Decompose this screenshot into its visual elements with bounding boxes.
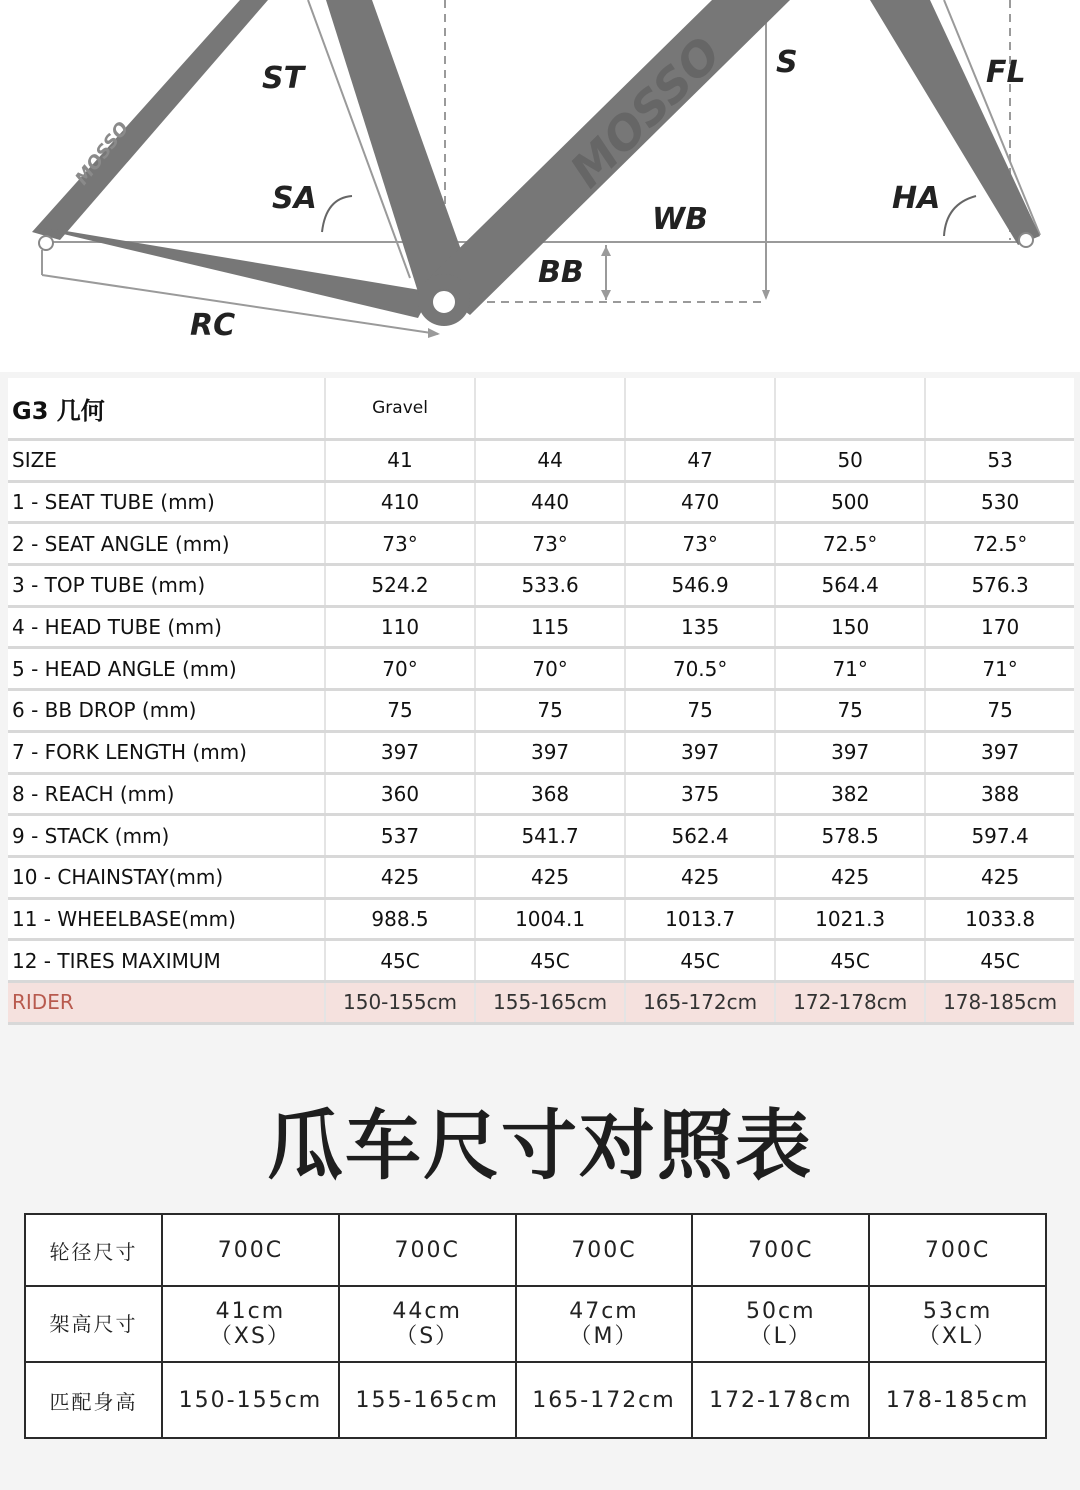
bb-arrow-down — [601, 290, 611, 300]
row-value: 368 — [475, 773, 625, 815]
size-header-cell: 44 — [475, 440, 625, 482]
row-value: 75 — [325, 690, 475, 732]
size-header-cell: 41 — [325, 440, 475, 482]
row-value: 562.4 — [625, 815, 775, 857]
rider-height-label: 匹配身高 — [25, 1362, 162, 1438]
geometry-row — [8, 940, 1074, 982]
wheel-size-value: 700C — [692, 1214, 869, 1286]
fl-label: FL — [986, 55, 1026, 90]
row-label: 4 - HEAD TUBE (mm) — [8, 606, 325, 648]
downtube-brand: MOSSO — [559, 26, 732, 198]
wheel-size-value: 700C — [162, 1214, 339, 1286]
rider-value: 165-172cm — [625, 981, 775, 1023]
row-value: 546.9 — [625, 565, 775, 607]
row-label: 7 - FORK LENGTH (mm) — [8, 731, 325, 773]
bb-label: BB — [538, 255, 584, 290]
row-value: 45C — [925, 940, 1074, 982]
size-header-cell: 53 — [925, 440, 1074, 482]
rider-value: 155-165cm — [475, 981, 625, 1023]
row-value: 70° — [325, 648, 475, 690]
row-value: 470 — [625, 481, 775, 523]
rider-height-row — [25, 1362, 1046, 1438]
row-value: 1033.8 — [925, 898, 1074, 940]
row-value: 500 — [775, 481, 925, 523]
size-header-label: SIZE — [8, 440, 325, 482]
row-value: 537 — [325, 815, 475, 857]
row-value: 578.5 — [775, 815, 925, 857]
rider-value: 150-155cm — [325, 981, 475, 1023]
row-value: 45C — [625, 940, 775, 982]
front-axle-icon — [1019, 233, 1033, 247]
rider-height-value: 155-165cm — [339, 1362, 516, 1438]
size-chart-table — [24, 1213, 1047, 1439]
row-value: 1004.1 — [475, 898, 625, 940]
geometry-row — [8, 690, 1074, 732]
row-value: 375 — [625, 773, 775, 815]
size-header-row — [8, 440, 1074, 482]
row-value: 75 — [775, 690, 925, 732]
row-value: 425 — [475, 856, 625, 898]
empty-cell — [625, 378, 775, 440]
row-value: 524.2 — [325, 565, 475, 607]
geometry-row — [8, 523, 1074, 565]
row-value: 425 — [925, 856, 1074, 898]
frame-size-cell — [339, 1286, 516, 1362]
s-label: S — [776, 45, 798, 80]
rear-axle-icon — [39, 236, 53, 250]
rider-height-value: 150-155cm — [162, 1362, 339, 1438]
size-chart-title: 瓜车尺寸对照表 — [267, 1101, 813, 1190]
geometry-title-row — [8, 378, 1074, 440]
size-header-cell: 50 — [775, 440, 925, 482]
geometry-row — [8, 606, 1074, 648]
frame-size-cell — [692, 1286, 869, 1362]
frame-size-cell — [162, 1286, 339, 1362]
row-value: 73° — [625, 523, 775, 565]
frame-size-code: （M） — [569, 1324, 639, 1349]
row-label: 2 - SEAT ANGLE (mm) — [8, 523, 325, 565]
row-value: 71° — [925, 648, 1074, 690]
row-value: 397 — [775, 731, 925, 773]
row-value: 73° — [325, 523, 475, 565]
row-value: 72.5° — [775, 523, 925, 565]
row-label: 5 - HEAD ANGLE (mm) — [8, 648, 325, 690]
frame-drawing — [0, 0, 1080, 372]
sa-label: SA — [272, 181, 317, 216]
row-value: 75 — [625, 690, 775, 732]
row-value: 45C — [775, 940, 925, 982]
rc-label: RC — [190, 308, 236, 343]
head-angle-arc-icon — [944, 196, 976, 236]
row-value: 1021.3 — [775, 898, 925, 940]
geometry-row — [8, 773, 1074, 815]
row-value: 1013.7 — [625, 898, 775, 940]
frame-size-value: 44cm — [392, 1299, 462, 1324]
frame-size-code: （XL） — [917, 1324, 998, 1349]
geometry-row — [8, 481, 1074, 523]
row-value: 71° — [775, 648, 925, 690]
row-value: 988.5 — [325, 898, 475, 940]
seatstay-brand: MOSSO — [71, 117, 134, 190]
bb-arrow-up — [601, 246, 611, 256]
empty-cell — [775, 378, 925, 440]
row-value: 397 — [475, 731, 625, 773]
row-label: 11 - WHEELBASE(mm) — [8, 898, 325, 940]
bottom-bracket-icon — [432, 290, 456, 314]
rider-height-value: 178-185cm — [869, 1362, 1046, 1438]
row-value: 135 — [625, 606, 775, 648]
row-label: 12 - TIRES MAXIMUM — [8, 940, 325, 982]
category-label: Gravel — [325, 378, 475, 440]
row-value: 73° — [475, 523, 625, 565]
row-value: 115 — [475, 606, 625, 648]
row-value: 382 — [775, 773, 925, 815]
row-value: 110 — [325, 606, 475, 648]
row-value: 70° — [475, 648, 625, 690]
geometry-title: G3 几何 — [8, 378, 325, 440]
wb-label: WB — [652, 202, 708, 237]
seat-angle-arc-icon — [322, 196, 352, 232]
frame-size-code: （L） — [749, 1324, 812, 1349]
row-value: 425 — [775, 856, 925, 898]
frame-size-row — [25, 1286, 1046, 1362]
geometry-row — [8, 815, 1074, 857]
row-value: 397 — [625, 731, 775, 773]
empty-cell — [925, 378, 1074, 440]
frame-size-cell — [516, 1286, 693, 1362]
rider-value: 178-185cm — [925, 981, 1074, 1023]
seat-tube — [326, 0, 470, 292]
size-header-cell: 47 — [625, 440, 775, 482]
seat-stay — [32, 0, 268, 240]
wheel-size-row — [25, 1214, 1046, 1286]
row-value: 70.5° — [625, 648, 775, 690]
row-value: 72.5° — [925, 523, 1074, 565]
row-label: 3 - TOP TUBE (mm) — [8, 565, 325, 607]
frame-size-cell — [869, 1286, 1046, 1362]
empty-cell — [475, 378, 625, 440]
wheel-size-label: 轮径尺寸 — [25, 1214, 162, 1286]
rc-arrow-head — [428, 328, 440, 338]
rider-value: 172-178cm — [775, 981, 925, 1023]
geometry-row — [8, 565, 1074, 607]
frame-size-value: 50cm — [746, 1299, 816, 1324]
row-value: 45C — [475, 940, 625, 982]
frame-size-code: （S） — [395, 1324, 460, 1349]
row-value: 425 — [325, 856, 475, 898]
row-label: 10 - CHAINSTAY(mm) — [8, 856, 325, 898]
rider-height-value: 172-178cm — [692, 1362, 869, 1438]
rider-label: RIDER — [8, 981, 325, 1023]
row-value: 597.4 — [925, 815, 1074, 857]
geometry-row — [8, 731, 1074, 773]
row-value: 75 — [925, 690, 1074, 732]
geometry-row — [8, 856, 1074, 898]
row-value: 397 — [325, 731, 475, 773]
row-value: 360 — [325, 773, 475, 815]
row-value: 75 — [475, 690, 625, 732]
row-value: 530 — [925, 481, 1074, 523]
geometry-row — [8, 898, 1074, 940]
ha-label: HA — [892, 181, 941, 216]
row-value: 150 — [775, 606, 925, 648]
geometry-table — [8, 378, 1074, 1025]
stack-arrow-head — [762, 290, 770, 300]
row-value: 576.3 — [925, 565, 1074, 607]
row-value: 397 — [925, 731, 1074, 773]
wheel-size-value: 700C — [339, 1214, 516, 1286]
row-value: 425 — [625, 856, 775, 898]
rider-height-value: 165-172cm — [516, 1362, 693, 1438]
row-value: 45C — [325, 940, 475, 982]
row-value: 388 — [925, 773, 1074, 815]
row-value: 541.7 — [475, 815, 625, 857]
row-label: 9 - STACK (mm) — [8, 815, 325, 857]
row-label: 1 - SEAT TUBE (mm) — [8, 481, 325, 523]
row-label: 8 - REACH (mm) — [8, 773, 325, 815]
row-value: 440 — [475, 481, 625, 523]
frame-size-value: 41cm — [215, 1299, 286, 1324]
frame-size-label: 架高尺寸 — [25, 1286, 162, 1362]
frame-size-value: 47cm — [569, 1299, 639, 1324]
row-value: 533.6 — [475, 565, 625, 607]
frame-size-value: 53cm — [922, 1299, 993, 1324]
wheel-size-value: 700C — [516, 1214, 693, 1286]
row-value: 564.4 — [775, 565, 925, 607]
wheel-size-value: 700C — [869, 1214, 1046, 1286]
frame-size-code: （XS） — [209, 1324, 291, 1349]
row-label: 6 - BB DROP (mm) — [8, 690, 325, 732]
row-value: 410 — [325, 481, 475, 523]
bike-geometry-diagram — [0, 0, 1080, 372]
rider-row — [8, 981, 1074, 1023]
geometry-row — [8, 648, 1074, 690]
row-value: 170 — [925, 606, 1074, 648]
st-label: ST — [262, 61, 305, 96]
